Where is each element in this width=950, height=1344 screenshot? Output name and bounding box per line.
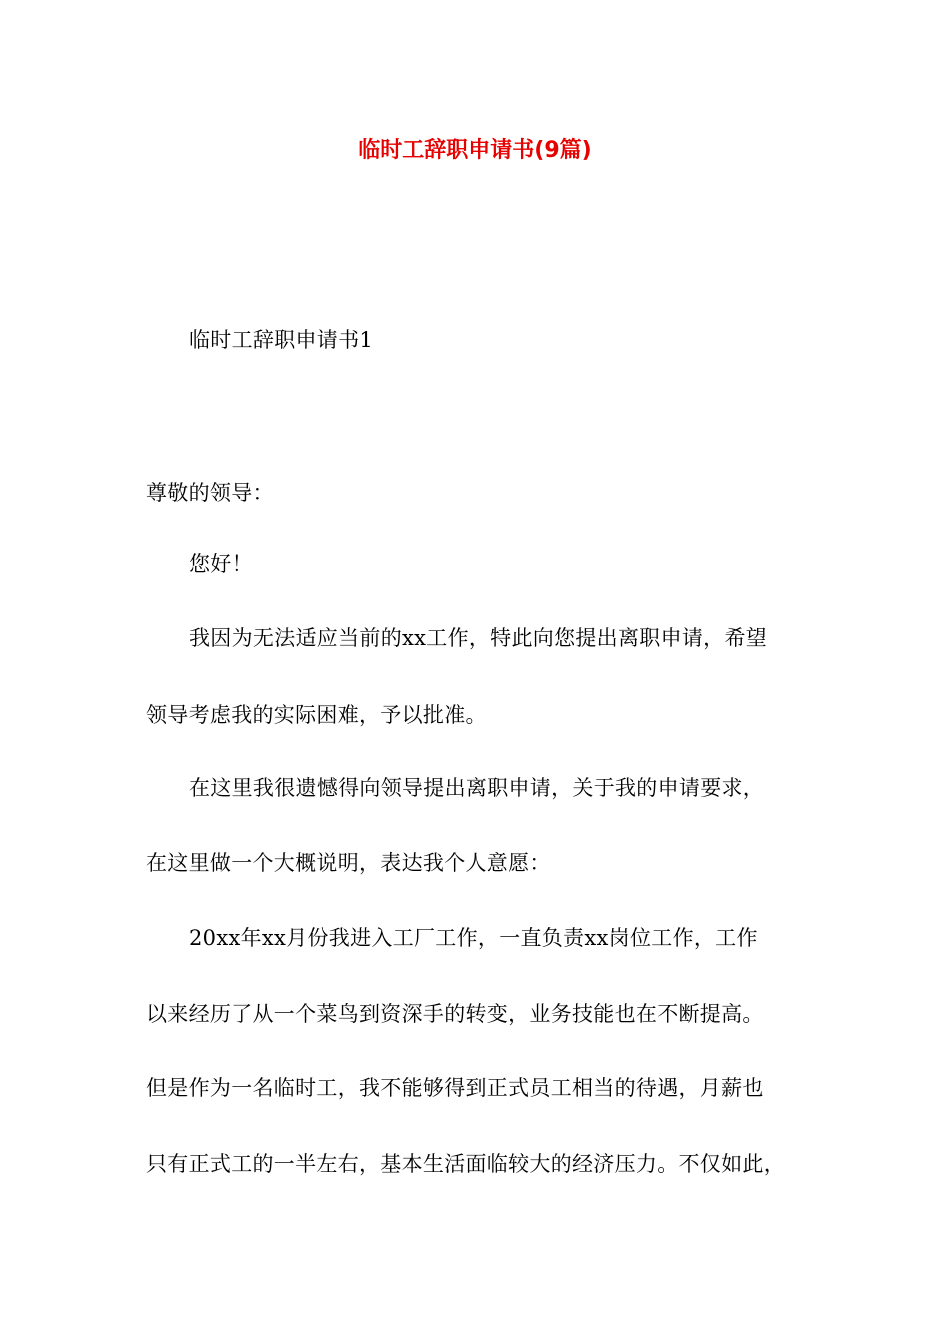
document-title: 临时工辞职申请书(9篇) xyxy=(358,138,592,163)
paragraph-2-line-1: 在这里我很遗憾得向领导提出离职申请，关于我的申请要求， xyxy=(189,776,765,800)
paragraph-1-line-2: 领导考虑我的实际困难，予以批准。 xyxy=(146,703,487,727)
paragraph-1-line-1: 我因为无法适应当前的xx工作，特此向您提出离职申请，希望 xyxy=(189,626,768,650)
greeting: 您好！ xyxy=(189,552,253,576)
paragraph-3-line-1: 20xx年xx月份我进入工厂工作，一直负责xx岗位工作，工作 xyxy=(189,926,758,950)
paragraph-3-line-3: 但是作为一名临时工，我不能够得到正式员工相当的待遇，月薪也 xyxy=(146,1076,764,1100)
paragraph-2-line-2: 在这里做一个大概说明，表达我个人意愿： xyxy=(146,851,551,875)
paragraph-3-line-4: 只有正式工的一半左右，基本生活面临较大的经济压力。不仅如此， xyxy=(146,1152,785,1176)
section-heading: 临时工辞职申请书1 xyxy=(189,328,374,352)
paragraph-3-line-2: 以来经历了从一个菜鸟到资深手的转变，业务技能也在不断提高。 xyxy=(146,1002,764,1026)
salutation: 尊敬的领导： xyxy=(146,481,274,505)
